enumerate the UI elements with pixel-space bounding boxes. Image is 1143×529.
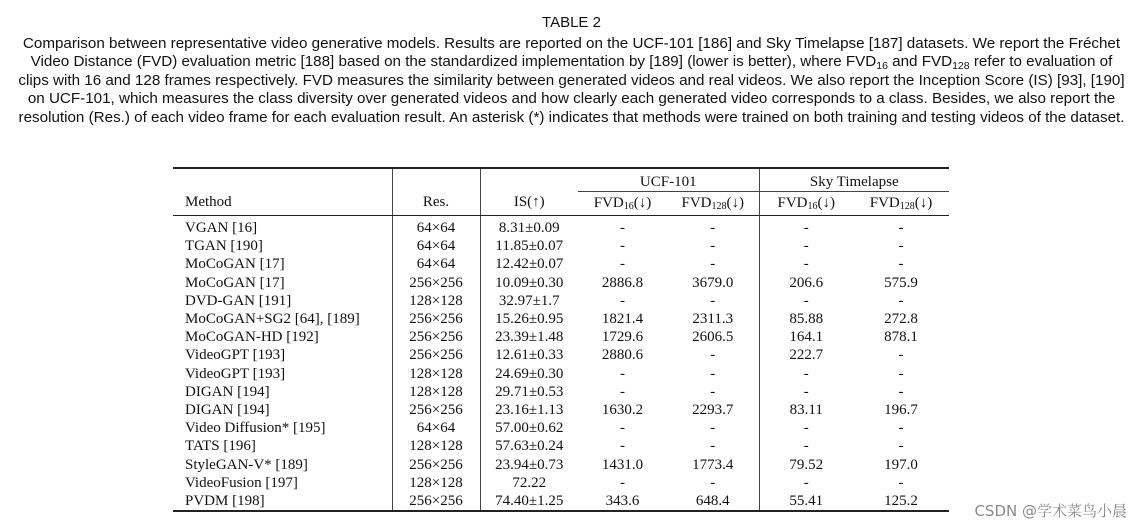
cell-res: 64×64 <box>392 216 480 238</box>
cell-ucf-fvd128: - <box>710 220 716 237</box>
cell-sky-fvd128: - <box>898 347 904 364</box>
cell-sky-fvd16: - <box>759 292 853 310</box>
cell-ucf-fvd128: - <box>710 365 716 382</box>
cell-res: 256×256 <box>392 310 480 328</box>
cell-ucf-fvd16: - <box>620 383 625 400</box>
cell-res: 128×128 <box>392 292 480 310</box>
header-sky-fvd128: $FVD_{128}(↓)$ <box>869 195 933 212</box>
cell-sky-fvd16: - <box>759 365 853 383</box>
cell-sky-fvd128: 125.2 <box>884 492 918 509</box>
table-row <box>173 383 949 401</box>
caption-sub-16: 16 <box>876 60 888 73</box>
cell-sky-fvd16: - <box>759 437 853 455</box>
cell-ucf-fvd16: 1431.0 <box>601 456 644 473</box>
results-table <box>173 167 949 512</box>
cell-res: 256×256 <box>392 455 480 473</box>
cell-sky-fvd128: - <box>898 238 904 255</box>
cell-sky-fvd128: - <box>898 365 904 382</box>
cell-ucf-fvd16: - <box>620 256 625 273</box>
cell-ucf-fvd128: 2293.7 <box>692 401 734 418</box>
cell-is: 23.39±1.48 <box>480 328 578 346</box>
cell-sky-fvd16: - <box>759 216 853 238</box>
cell-sky-fvd128: 196.7 <box>884 401 918 418</box>
cell-method: MoCoGAN+SG2 [64], [189] <box>185 311 360 328</box>
cell-method: VideoGPT [193] <box>185 347 286 364</box>
header-is: IS(↑) <box>480 168 578 216</box>
caption-part-1: Comparison between representative video generative models. Results are reported on the UCF-101 [186] and Sky Timelapse [187] datasets. We report the Fréchet Video Distance (FVD) evaluation metric [188] based on the standardized implementation by [189] (lower is better), where FVD <box>22 35 1121 71</box>
cell-method: VideoFusion [197] <box>185 474 298 491</box>
cell-method: DVD-GAN [191] <box>185 292 292 309</box>
cell-method: TGAN [190] <box>185 238 263 255</box>
cell-ucf-fvd128: 3679.0 <box>692 274 734 291</box>
cell-is: 12.61±0.33 <box>480 346 578 364</box>
cell-sky-fvd128: - <box>898 292 904 309</box>
cell-ucf-fvd16: - <box>620 438 625 455</box>
cell-is: 29.71±0.53 <box>480 383 578 401</box>
cell-ucf-fvd16: 1821.4 <box>601 311 644 328</box>
table-row <box>173 310 949 328</box>
cell-method: MoCoGAN-HD [192] <box>185 329 319 346</box>
header-method: Method <box>173 168 392 216</box>
cell-sky-fvd16: - <box>759 383 853 401</box>
cell-ucf-fvd16: - <box>620 474 625 491</box>
cell-is: 32.97±1.7 <box>480 292 578 310</box>
cell-ucf-fvd16: - <box>620 365 625 382</box>
cell-res: 64×64 <box>392 419 480 437</box>
cell-sky-fvd16: 79.52 <box>759 455 853 473</box>
cell-ucf-fvd16: - <box>620 238 625 255</box>
cell-ucf-fvd128: - <box>710 292 716 309</box>
table-row <box>173 237 949 255</box>
cell-res: 128×128 <box>392 365 480 383</box>
table-row <box>173 292 949 310</box>
cell-ucf-fvd16: 343.6 <box>605 492 640 509</box>
cell-method: MoCoGAN [17] <box>185 256 285 273</box>
cell-sky-fvd16: - <box>759 419 853 437</box>
table-row <box>173 255 949 273</box>
cell-sky-fvd16: 164.1 <box>759 328 853 346</box>
cell-is: 23.94±0.73 <box>480 455 578 473</box>
cell-ucf-fvd128: 2606.5 <box>692 329 734 346</box>
cell-ucf-fvd128: 1773.4 <box>692 456 734 473</box>
cell-ucf-fvd16: 1630.2 <box>601 401 644 418</box>
cell-res: 128×128 <box>392 383 480 401</box>
cell-sky-fvd128: 197.0 <box>884 456 918 473</box>
cell-is: 57.63±0.24 <box>480 437 578 455</box>
caption-part-2: and FVD <box>887 53 953 71</box>
cell-ucf-fvd16: 1729.6 <box>601 329 644 346</box>
cell-sky-fvd16: - <box>759 237 853 255</box>
cell-sky-fvd16: 222.7 <box>759 346 853 364</box>
cell-res: 256×256 <box>392 274 480 292</box>
cell-sky-fvd16: - <box>759 474 853 492</box>
cell-ucf-fvd128: - <box>710 420 716 437</box>
cell-res: 64×64 <box>392 255 480 273</box>
cell-sky-fvd128: - <box>898 438 904 455</box>
cell-ucf-fvd128: 2311.3 <box>692 311 734 328</box>
cell-method: DIGAN [194] <box>185 401 270 418</box>
cell-sky-fvd16: 55.41 <box>759 492 853 511</box>
table-row <box>173 474 949 492</box>
table-row <box>173 401 949 419</box>
cell-ucf-fvd128: - <box>710 438 716 455</box>
cell-ucf-fvd128: - <box>710 383 716 400</box>
cell-is: 12.42±0.07 <box>480 255 578 273</box>
cell-sky-fvd128: - <box>898 220 904 237</box>
cell-is: 72.22 <box>480 474 578 492</box>
table-row <box>173 346 949 364</box>
cell-method: VGAN [16] <box>185 220 258 237</box>
cell-method: DIGAN [194] <box>185 383 270 400</box>
cell-ucf-fvd128: - <box>710 256 716 273</box>
table-row <box>173 216 949 238</box>
cell-sky-fvd128: 272.8 <box>884 311 918 328</box>
cell-sky-fvd128: - <box>898 256 904 273</box>
header-res: Res. <box>392 168 480 216</box>
header-group-ucf101: UCF-101 <box>578 168 759 192</box>
cell-is: 10.09±0.30 <box>480 274 578 292</box>
cell-ucf-fvd128: - <box>710 238 716 255</box>
header-sky-fvd16: $FVD_{16}(↓)$ <box>759 192 853 216</box>
cell-is: 8.31±0.09 <box>480 216 578 238</box>
cell-res: 256×256 <box>392 346 480 364</box>
cell-sky-fvd128: - <box>898 474 904 491</box>
cell-ucf-fvd16: - <box>620 292 625 309</box>
header-group-sky-timelapse: Sky Timelapse <box>759 168 949 192</box>
cell-ucf-fvd16: 2886.8 <box>601 274 644 291</box>
caption-part-3: refer to evaluation of clips with 16 and 128 frames respectively. FVD measures the similarity between generated videos and real videos. We also report the Inception Score (IS) [93], [190] on UCF-101, which measures the class diversity over generated videos and how clearly each generated video corresponds to a class. Besides, we also report the resolution (Res.) of each video frame for each evaluation result. An asterisk (*) indicates that methods were trained on both training and testing videos of the dataset. <box>18 53 1125 126</box>
cell-ucf-fvd16: - <box>620 220 625 237</box>
cell-is: 11.85±0.07 <box>480 237 578 255</box>
table-row <box>173 328 949 346</box>
cell-is: 74.40±1.25 <box>480 492 578 511</box>
cell-ucf-fvd128: 648.4 <box>695 492 730 509</box>
watermark: CSDN @学术菜鸟小晨 <box>974 502 1127 520</box>
caption-sub-128: 128 <box>952 60 970 73</box>
cell-is: 24.69±0.30 <box>480 365 578 383</box>
cell-is: 15.26±0.95 <box>480 310 578 328</box>
cell-is: 23.16±1.13 <box>480 401 578 419</box>
header-ucf-fvd16: $FVD_{16}(↓)$ <box>593 195 652 212</box>
cell-res: 256×256 <box>392 492 480 511</box>
cell-res: 128×128 <box>392 474 480 492</box>
cell-sky-fvd128: 575.9 <box>884 274 918 291</box>
cell-res: 256×256 <box>392 328 480 346</box>
cell-res: 128×128 <box>392 437 480 455</box>
cell-ucf-fvd16: - <box>620 420 625 437</box>
table-caption <box>14 35 1129 127</box>
cell-method: MoCoGAN [17] <box>185 274 285 291</box>
cell-sky-fvd128: - <box>898 420 904 437</box>
cell-sky-fvd128: - <box>898 383 904 400</box>
cell-method: PVDM [198] <box>185 492 265 509</box>
cell-is: 57.00±0.62 <box>480 419 578 437</box>
cell-res: 64×64 <box>392 237 480 255</box>
cell-sky-fvd16: 85.88 <box>759 310 853 328</box>
cell-ucf-fvd128: - <box>710 474 716 491</box>
table-title: TABLE 2 <box>542 14 601 31</box>
cell-sky-fvd16: 206.6 <box>759 274 853 292</box>
cell-sky-fvd16: - <box>759 255 853 273</box>
cell-res: 256×256 <box>392 401 480 419</box>
header-ucf-fvd128: $FVD_{128}(↓)$ <box>681 195 744 212</box>
table-row <box>173 455 949 473</box>
cell-ucf-fvd16: 2880.6 <box>601 347 644 364</box>
cell-sky-fvd16: 83.11 <box>759 401 853 419</box>
table-row <box>173 437 949 455</box>
cell-method: VideoGPT [193] <box>185 365 286 382</box>
table-row <box>173 274 949 292</box>
table-row <box>173 365 949 383</box>
cell-method: StyleGAN-V* [189] <box>185 456 308 473</box>
table-body <box>173 216 949 512</box>
cell-method: Video Diffusion* [195] <box>185 420 326 437</box>
cell-sky-fvd128: 878.1 <box>884 329 918 346</box>
table-row <box>173 492 949 511</box>
cell-method: TATS [196] <box>185 438 256 455</box>
cell-ucf-fvd128: - <box>710 347 716 364</box>
table-row <box>173 419 949 437</box>
